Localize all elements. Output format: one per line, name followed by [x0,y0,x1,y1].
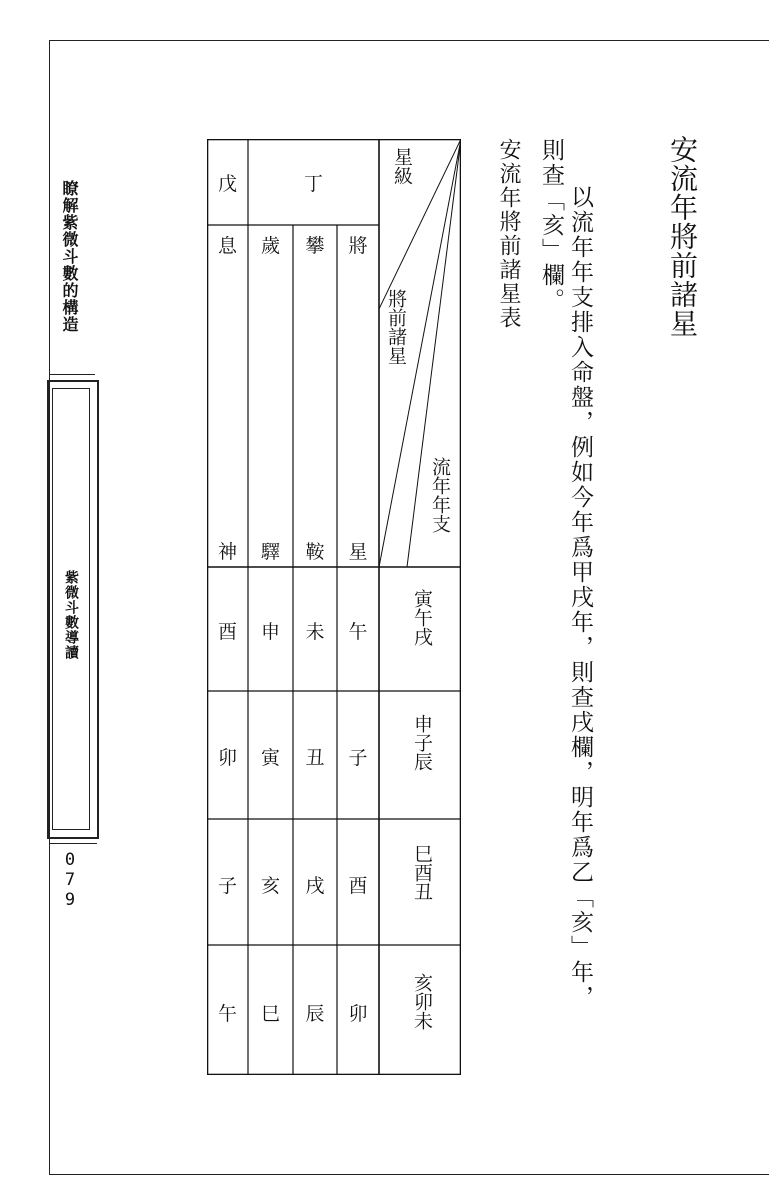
table-cell: 戌 [305,875,325,897]
table-cell: 酉 [348,875,368,897]
book-title: 瞭解紫微斗數的構造 [60,180,79,333]
page-number: 079 [60,850,80,910]
star-name-top: 歲 [260,235,280,257]
series-title: 紫微斗數導讀 [63,570,79,660]
table-cell: 辰 [305,1003,325,1025]
table-cell: 午 [348,621,368,643]
section-heading: 安流年將前諸星 [666,135,699,338]
header-year-branch: 流年年支 [429,457,451,533]
table-cell: 子 [217,875,237,897]
class-ding: 丁 [303,173,323,195]
star-name-top: 將 [348,235,368,257]
paragraph-line-1: 以流年年支排入命盤，例如今年爲甲戌年，則查戌欄，明年爲乙「亥」年， [567,185,593,1010]
table-cell: 丑 [305,747,325,769]
table-cell: 未 [305,621,325,643]
star-name-bottom: 神 [217,541,237,563]
star-name-bottom: 星 [348,541,368,563]
table-cell: 午 [217,1003,237,1025]
star-name-top: 息 [217,235,237,257]
row-branches: 亥卯未 [411,973,433,1030]
star-name-bottom: 鞍 [305,541,325,563]
table-cell: 子 [348,747,368,769]
header-star-class: 星級 [391,147,413,185]
row-branches: 申子辰 [411,714,433,771]
table-cell: 申 [260,621,280,643]
page-frame-bottom [50,1174,769,1175]
paragraph-line-2: 則查「亥」欄。 [538,138,564,313]
sidebar-divider [50,374,95,375]
table-cell: 酉 [217,621,237,643]
table-cell: 亥 [260,875,280,897]
table-cell: 寅 [260,747,280,769]
star-name-bottom: 驛 [260,541,280,563]
page-frame-top [50,40,769,41]
row-branches: 寅午戌 [411,589,433,646]
star-name-top: 攀 [305,235,325,257]
table-cell: 卯 [348,1003,368,1025]
row-branches: 巳酉丑 [411,844,433,901]
page-number-rule [49,843,97,844]
header-general-stars: 將前諸星 [385,289,407,365]
class-wu: 戊 [217,173,237,195]
table-cell: 巳 [260,1003,280,1025]
table-cell: 卯 [217,747,237,769]
table-caption: 安流年將前諸星表 [496,138,521,330]
general-stars-table [207,139,461,1075]
